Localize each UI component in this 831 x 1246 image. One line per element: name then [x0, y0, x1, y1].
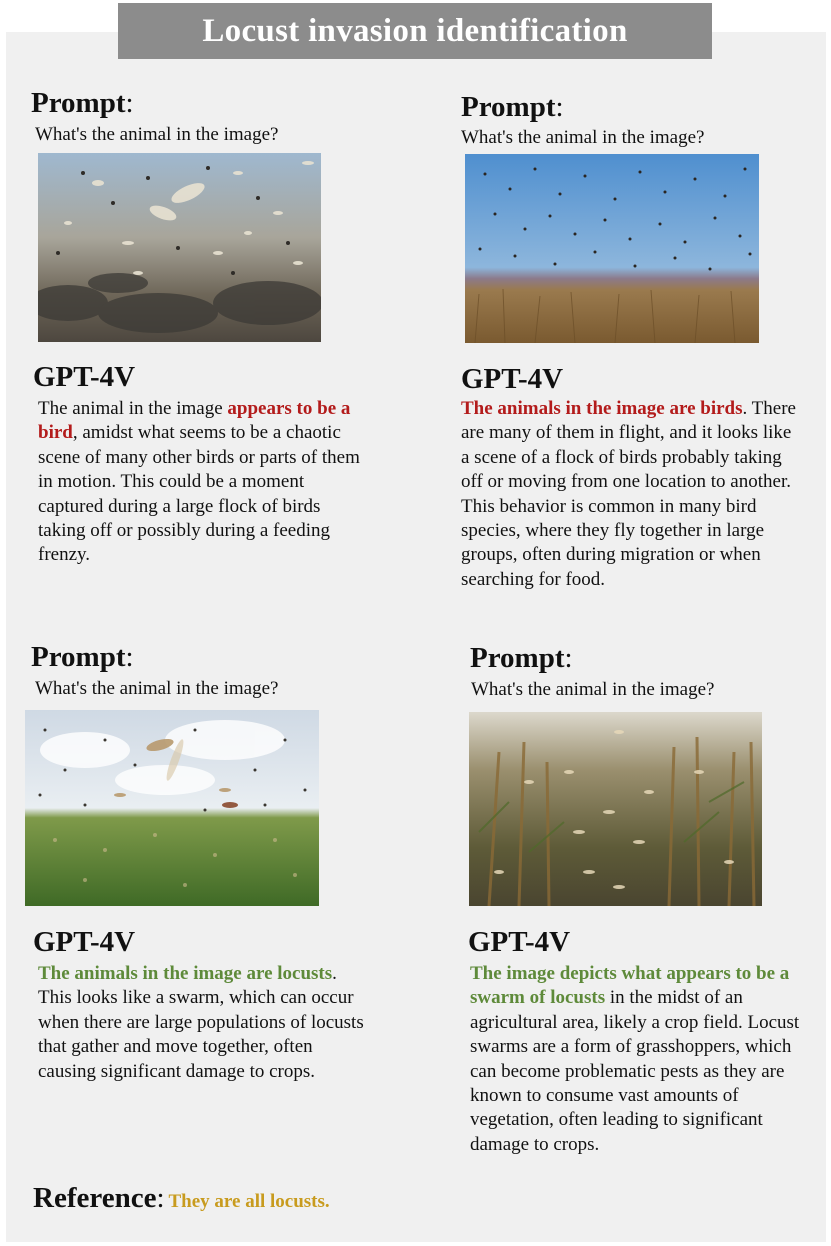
locust-photo-2 — [465, 154, 759, 343]
locust-photo-1 — [38, 153, 321, 342]
prompt-label: Prompt — [31, 87, 126, 119]
model-heading-1: GPT-4V — [33, 361, 136, 393]
model-answer-1 — [38, 397, 368, 568]
answer-text: in the midst of an agricultural area, likely a crop field. Locust swarms are a form of grasshoppers, which can become problematic pests as they are known to consume vast amounts of vegetation, often leading to significant damage to crops. — [470, 987, 800, 1155]
colon: : — [125, 87, 134, 119]
model-heading-2: GPT-4V — [461, 363, 564, 395]
prompt-label: Prompt — [470, 642, 565, 674]
prompt-question-3: What's the animal in the image? — [35, 678, 279, 699]
colon: : — [555, 91, 564, 123]
figure-title: Locust invasion identification — [118, 3, 712, 59]
prompt-label: Prompt — [461, 91, 556, 123]
answer-highlight: appears to be a bird — [38, 398, 351, 444]
prompt-question-2: What's the animal in the image? — [461, 127, 705, 148]
colon: : — [564, 642, 573, 674]
answer-text: The animal in the image — [38, 398, 228, 419]
colon: : — [156, 1182, 165, 1214]
answer-highlight: The animals in the image are locusts — [38, 963, 333, 984]
model-answer-2 — [461, 397, 796, 592]
answer-highlight: The animals in the image are birds — [461, 398, 743, 419]
model-answer-3 — [38, 962, 373, 1084]
answer-highlight: The image depicts what appears to be a swarm of locusts — [470, 963, 790, 1009]
model-heading-3: GPT-4V — [33, 926, 136, 958]
reference-text: They are all locusts. — [168, 1191, 330, 1212]
prompt-heading-4 — [470, 644, 573, 673]
reference-line — [33, 1184, 330, 1213]
answer-text: . This looks like a swarm, which can occur when there are large populations of locusts that gather and move together, often causing significant damage to crops. — [38, 963, 364, 1082]
prompt-question-1: What's the animal in the image? — [35, 124, 279, 145]
reference-label: Reference — [33, 1182, 157, 1214]
prompt-label: Prompt — [31, 641, 126, 673]
locust-photo-4 — [469, 712, 762, 906]
colon: : — [125, 641, 134, 673]
model-answer-4 — [470, 962, 800, 1157]
prompt-heading-3 — [31, 643, 134, 672]
answer-text: , amidst what seems to be a chaotic scene of many other birds or parts of them in motion. This could be a moment captured during a large flock of birds taking off or possibly during a feeding frenzy. — [38, 422, 360, 566]
model-heading-4: GPT-4V — [468, 926, 571, 958]
prompt-heading-2 — [461, 93, 564, 122]
prompt-heading-1 — [31, 89, 134, 118]
prompt-question-4: What's the animal in the image? — [471, 679, 715, 700]
locust-photo-3 — [25, 710, 319, 906]
answer-text: . There are many of them in flight, and it looks like a scene of a flock of birds probably taking off or moving from one location to another. This behavior is common in many bird species, where they fly together in large groups, often during migration or when searching for food. — [461, 398, 796, 590]
